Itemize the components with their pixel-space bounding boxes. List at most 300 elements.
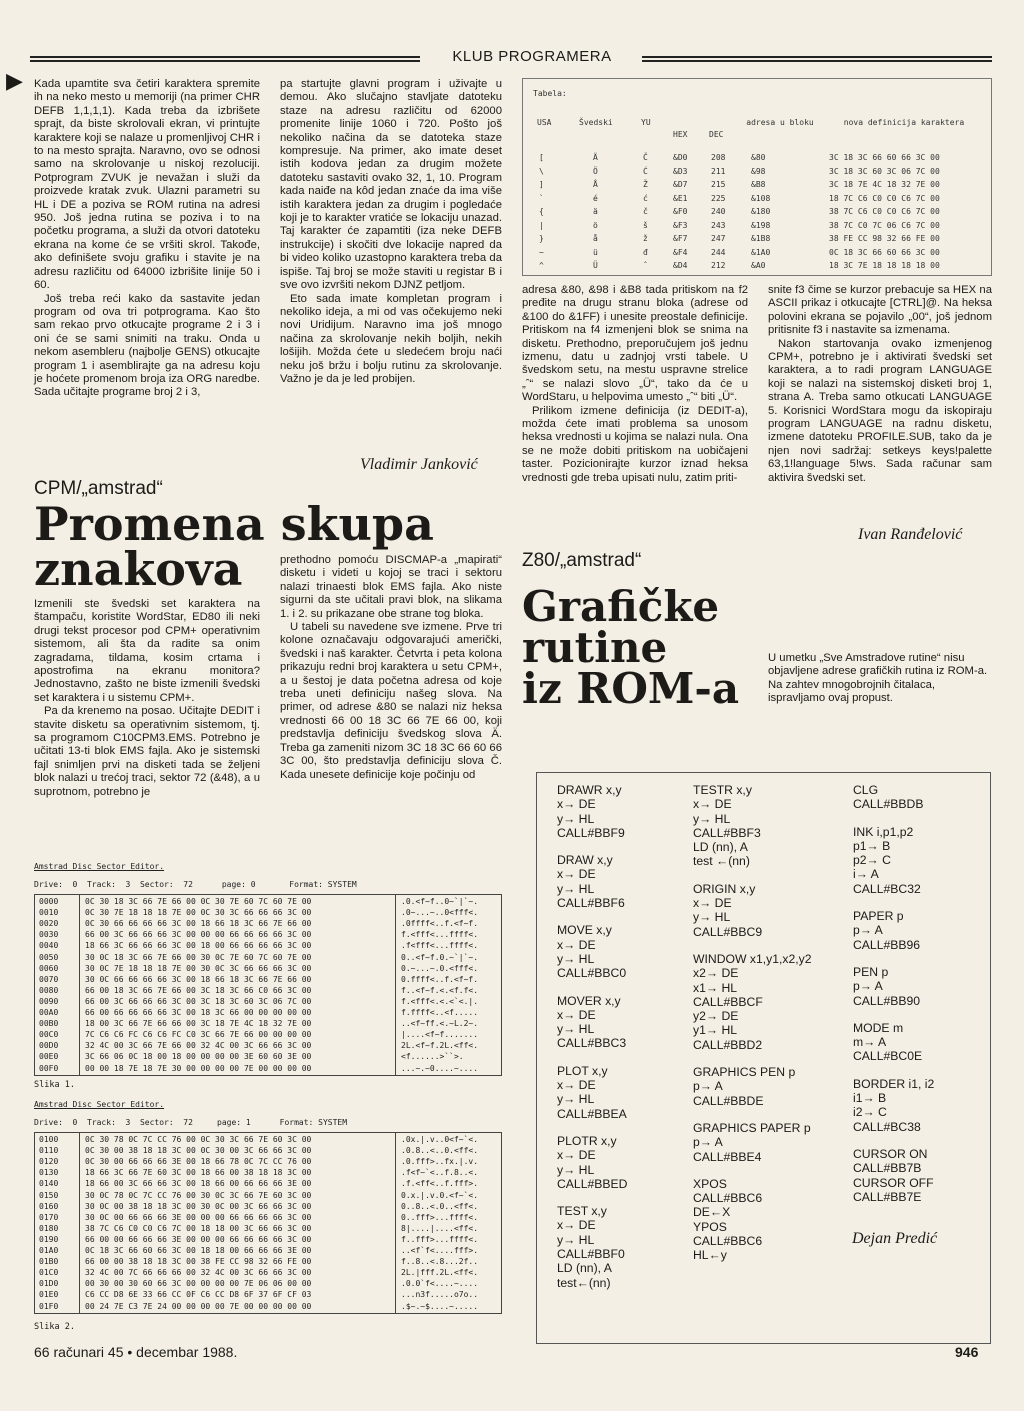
listing-hex: 18 66 3C 66 66 66 3C 00 18 00 66 66 66 66 3C 00 [85, 941, 312, 951]
listing-address: 0000 [39, 897, 59, 906]
figure-caption-1: Slika 1. [34, 1080, 75, 1090]
table-cell: č [643, 207, 648, 216]
table-cell: &F0 [673, 207, 688, 216]
routine-line: DE←X [693, 1205, 731, 1220]
headline-line: rutine [522, 623, 668, 673]
routine-entry [557, 783, 697, 840]
table-cell: 18 7C C6 C0 C0 C6 7C 00 [829, 193, 940, 203]
routine-line: TEST x,y [557, 1204, 607, 1219]
listing-address: 0140 [39, 1179, 59, 1189]
listing-address: 0160 [39, 1201, 59, 1211]
listing-row [35, 1168, 501, 1179]
table-cell: 3C 18 7E 4C 18 32 7E 00 [829, 180, 940, 189]
paragraph: snite f3 čime se kurzor prebacuje sa HEX na ASCII prikaz i otkucajte [CTRL]@. Na heksa polovini ekrana se pojavilo „00“, još jednom pritisnite f3 i nastavite sa izmenama. [768, 284, 992, 337]
listing-hex: 0C 30 00 66 66 66 3E 00 18 66 78 0C 7C CC 76 00 [85, 1157, 312, 1167]
listing-hex: 00 00 18 7E 18 7E 30 00 00 00 00 7E 00 00 00 00 [85, 1063, 312, 1073]
listing-hex: 0C 18 3C 66 60 66 3C 00 18 18 00 66 66 66 3E 00 [85, 1246, 312, 1255]
listing-ascii: f.<fff<.<.<`<.|. [401, 996, 479, 1006]
table-cell: &F7 [673, 234, 688, 243]
article2-column-2 [280, 554, 502, 782]
table-cell: } [539, 234, 544, 243]
listing-hex: 18 66 00 3C 66 66 3C 00 18 66 00 66 66 66 3E 00 [85, 1179, 312, 1189]
table-cell: &F3 [673, 220, 688, 230]
routine-line: test←(nn) [557, 1275, 611, 1290]
listing-row [35, 919, 501, 930]
listing-hex: 3C 66 06 0C 18 00 18 00 00 00 00 3E 60 60 3E 00 [85, 1052, 312, 1062]
figure-caption-2: Slika 2. [34, 1322, 75, 1332]
listing-row [35, 908, 501, 919]
listing-title: Amstrad Disc Sector Editor. [34, 862, 165, 871]
table-cell: 38 FE CC 98 32 66 FE 00 [829, 234, 940, 243]
table-cell: &198 [751, 220, 771, 230]
routine-line: x→ DE [557, 1007, 596, 1022]
routine-line: BORDER i1, i2 [853, 1076, 935, 1091]
table-cell: &1B8 [751, 234, 771, 243]
listing-hex: 30 0C 00 66 66 66 3E 00 00 00 66 66 66 66 3C 00 [85, 1212, 312, 1222]
table-cell: ö [593, 220, 598, 230]
listing-address: 0180 [39, 1223, 59, 1233]
routine-line: p1→ B [853, 838, 891, 853]
sector-editor-listing-1 [34, 862, 502, 1076]
listing-ascii: <f......>``>. [401, 1052, 464, 1062]
table-cell: &108 [751, 193, 771, 203]
listing-hex: 00 30 00 30 60 66 3C 00 00 00 00 7E 06 06 00 00 [85, 1279, 312, 1289]
article2-column-1 [34, 598, 260, 799]
routine-line: x→ DE [557, 1078, 596, 1093]
listing-ascii: |....<f~f....... [401, 1030, 479, 1040]
article2-signature: Ivan Ranđelović [858, 526, 963, 543]
routine-line: y→ HL [557, 881, 595, 896]
routine-line: CALL#BBDE [693, 1093, 764, 1108]
table-cell: ˆ [643, 261, 648, 270]
listing-row [35, 1290, 501, 1301]
listing-hex: 30 0C 78 0C 7C CC 76 00 30 0C 3C 66 7E 60 3C 00 [85, 1190, 312, 1200]
table-row [523, 248, 991, 260]
routine-line: DRAWR x,y [557, 783, 622, 797]
routine-line: x1→ HL [693, 980, 738, 995]
graphics-routines-box [536, 772, 991, 1344]
listing-address: 0040 [39, 941, 59, 951]
routine-line: PLOT x,y [557, 1063, 608, 1078]
table-row [523, 207, 991, 219]
listing-info: Drive: 0 Track: 3 Sector: 72 page: 1 Format: SYSTEM [34, 1118, 348, 1127]
table-cell: 212 [711, 261, 726, 270]
listing-row [35, 1041, 501, 1052]
routine-entry [853, 909, 983, 952]
routine-line: x→ DE [557, 867, 596, 882]
routine-line: CALL#BB7B [853, 1161, 922, 1176]
routine-line: p→ A [853, 923, 883, 938]
listing-row [35, 1135, 501, 1146]
listing-ascii: .0ffff<..f.<f~f. [401, 919, 479, 929]
article3-signature: Dejan Predić [852, 1230, 938, 1247]
listing-hex: 18 66 3C 66 7E 60 3C 00 18 66 00 38 18 18 3C 00 [85, 1168, 312, 1178]
table-cell: š [643, 220, 648, 230]
listing-address: 0020 [39, 919, 59, 929]
routine-line: CALL#BBE4 [693, 1149, 762, 1164]
headline-line: Promena skupa [34, 497, 434, 551]
table-label: Tabela: [533, 89, 567, 98]
table-cell: đ [643, 247, 648, 257]
routine-line: LD (nn), A [693, 840, 748, 855]
listing-row [35, 1235, 501, 1246]
listing-row [35, 1019, 501, 1030]
listing-row [35, 1268, 501, 1279]
listing-row [35, 941, 501, 952]
table-cell: ä [593, 207, 598, 216]
routine-entry [853, 825, 983, 896]
page-number: 946 [955, 1344, 979, 1360]
listing-row [35, 1179, 501, 1190]
listing-title: Amstrad Disc Sector Editor. [34, 1100, 165, 1109]
listing-ascii: .$~.~$....~..... [401, 1301, 479, 1311]
table-row [523, 221, 991, 233]
table-cell: ü [593, 247, 598, 257]
listing-ascii: .f<f~`<..f.8..<. [401, 1168, 479, 1178]
article2-column-4 [768, 284, 992, 485]
routine-entry [853, 1021, 983, 1064]
listing-ascii: .0.<f~f..0~`|`~. [401, 897, 479, 906]
table-cell: &D3 [673, 166, 688, 176]
routine-entry [693, 1065, 843, 1108]
listing-hex: 66 00 3C 66 66 66 3C 00 00 00 66 66 66 66 3C 00 [85, 930, 312, 940]
routine-line: x→ DE [557, 1148, 596, 1163]
routine-entry [693, 783, 843, 869]
table-cell: &F4 [673, 247, 688, 257]
listing-address: 0170 [39, 1212, 59, 1222]
table-cell: { [539, 207, 544, 216]
routine-entry [557, 923, 697, 980]
routine-line: INK i,p1,p2 [853, 824, 914, 839]
routine-line: CALL#BC0E [853, 1049, 923, 1064]
table-cell: &D0 [673, 153, 688, 162]
routine-entry [693, 952, 843, 1052]
listing-hex: 38 7C C6 C0 C0 C6 7C 00 18 18 00 3C 66 66 3C 00 [85, 1223, 312, 1233]
listing-address: 01C0 [39, 1268, 59, 1278]
listing-row [35, 930, 501, 941]
listing-hex: 30 0C 00 38 18 18 3C 00 30 0C 00 3C 66 66 3C 00 [85, 1201, 312, 1211]
table-cell: 0C 18 3C 66 60 66 3C 00 [829, 247, 940, 257]
listing-hex: 30 0C 66 66 66 66 3C 00 18 66 18 3C 66 7E 66 00 [85, 974, 312, 984]
listing-row [35, 1191, 501, 1202]
table-cell: 247 [711, 234, 726, 243]
routine-line: PLOTR x,y [557, 1133, 617, 1148]
listing-address: 0060 [39, 963, 59, 973]
routine-entry [557, 1204, 697, 1290]
listing-address: 0030 [39, 930, 59, 940]
routine-line: m→ A [853, 1035, 887, 1050]
routine-line: test ←(nn) [693, 854, 750, 869]
listing-address: 0100 [39, 1135, 59, 1144]
listing-ascii: .f.<ff<..f.fff>. [401, 1179, 479, 1189]
listing-address: 00E0 [39, 1052, 59, 1062]
listing-hex: 66 00 00 38 18 18 3C 00 38 FE CC 98 32 66 FE 00 [85, 1257, 312, 1267]
table-row [523, 167, 991, 179]
listing-address: 0110 [39, 1146, 59, 1156]
listing-address: 0070 [39, 974, 59, 984]
routine-line: y→ HL [557, 1092, 595, 1107]
listing-hex: 18 00 3C 66 7E 66 66 00 3C 18 7E 4C 18 32 7E 00 [85, 1019, 312, 1029]
listing-box [34, 894, 502, 1076]
routine-entry [853, 965, 983, 1008]
table-cell: Ö [593, 166, 598, 176]
listing-row [35, 1224, 501, 1235]
routine-line: PEN p [853, 964, 889, 979]
listing-hex: 66 00 66 66 66 66 3C 00 18 3C 66 00 00 00 00 00 [85, 1008, 312, 1017]
headline-line: Grafičke [522, 582, 720, 631]
listing-info: Drive: 0 Track: 3 Sector: 72 page: 0 Format: SYSTEM [34, 880, 357, 889]
paragraph: Kada upamtite sva četiri karaktera spremite ih na neko mesto u memoriji (na primer CHR DEFB 1,1,1,1). Kada treba da izbrišete sprajt, da biste skrolovali ekran, vi printujte karaktere koji se nalaze u promenljivoj CHR i to na mesto sprajta. Naravno, ovo se odnosi samo na skrolovanje u niskoj rezoluciji. Potprogram ZVUK je nevažan i služi da proizvede kratak zvuk. Ulazni parametri su HL i DE a poziva se ROM rutina na adresi 950. Još jedna rutina se poziva i to na početku programa, a služi da otvori datoteku ekrana na kome će se vršiti skrol. Takođe, ako definišete svoju grafiku i stavite je na adresu različitu od 64000 izbrišite linije 50 i 60. [34, 78, 260, 292]
table-cell: ž [643, 234, 648, 243]
routine-line: CALL#BBF0 [557, 1247, 625, 1262]
listing-ascii: ..<f`f<....fff>. [401, 1246, 479, 1255]
paragraph: adresa &80, &98 i &B8 tada pritiskom na f2 pređite na drugu stranu bloka (adrese od &100 do &1FF) i unesite preostale definicije. Pritiskom na f4 izmenjeni blok se snima na disketu. Prethodno, preporučujem još jednu izmenu, datu u zadnjoj vrsti tabele. U švedskom setu, na mestu uspravne strelice „ˆ“ se nalazi slovo „Ü“, tako da će u WordStaru, u helpovima umesto „ˆ“ biti „Ü“. [522, 284, 748, 404]
article3-headline [522, 582, 740, 714]
sector-editor-listing-2 [34, 1100, 502, 1314]
table-row [523, 153, 991, 165]
table-cell: é [593, 193, 598, 203]
table-header-dec: DEC [709, 130, 724, 139]
table-cell: 3C 18 3C 60 3C 06 7C 00 [829, 166, 940, 176]
routine-line: MODE m [853, 1020, 904, 1035]
listing-row [35, 1064, 501, 1075]
table-cell: &A0 [751, 261, 766, 270]
routine-line: CALL#BBED [557, 1176, 628, 1191]
table-cell: Ä [593, 153, 598, 162]
routine-line: MOVE x,y [557, 923, 612, 938]
table-cell: å [593, 234, 598, 243]
table-cell: 38 7C C0 7C 06 C6 7C 00 [829, 220, 940, 230]
routines-column-2 [693, 783, 843, 1276]
routine-line: y2→ DE [693, 1009, 739, 1024]
listing-ascii: .f<fff<...ffff<. [401, 941, 479, 951]
table-cell: 240 [711, 207, 726, 216]
paragraph: Pa da krenemo na posao. Učitajte DEDIT i stavite disketu sa operativnim sistemom, tj. sa programom C10CPM3.EMS. Potrebno je učitati 13-ti blok EMS fajla. Ako je sistemski fajl snimljen prvi na disketi tada se željeni blok nalazi u trećoj traci, sektor 72 (&48), a u suprotnom, potrebno je [34, 705, 260, 798]
table-cell: &B8 [751, 180, 766, 189]
listing-row [35, 1146, 501, 1157]
listing-hex: 66 00 3C 66 66 66 3C 00 3C 18 3C 60 3C 06 7C 00 [85, 996, 312, 1006]
article3-section-label: Z80/„amstrad“ [522, 550, 642, 571]
table-cell: &1A0 [751, 247, 771, 257]
listing-row [35, 953, 501, 964]
routine-line: CALL#BB96 [853, 937, 921, 952]
listing-row [35, 897, 501, 908]
listing-address: 00B0 [39, 1019, 59, 1029]
table-cell: [ [539, 153, 544, 162]
table-cell: 211 [711, 166, 726, 176]
routine-line: DRAW x,y [557, 853, 613, 868]
paragraph: Nakon startovanja ovako izmenjenog CPM+, potrebno je i aktivirati švedski set karaktera, a to radi program LANGUAGE koji se nalazi na sistemskoj disketi broj 1, strana A. Treba samo otkucati LANGUAGE 5. Korisnici WordStara mogu da iskopiraju program LANGUAGE na radnu disketu, izmene datoteku PROFILE.SUB, tako da je njen novi sadržaj: setkeys keys!palette 63,1!language 5!ws. Sada računar sam aktivira švedski set. [768, 337, 992, 484]
listing-row [35, 1008, 501, 1019]
routine-entry [693, 1121, 843, 1164]
paragraph: prethodno pomoću DISCMAP-a „mapirati“ disketu i videti u kojoj se traci i sektoru nalazi trinaesti blok EMS fajla. Ako niste sigurni da ste učitali pravi blok, na slikama 1. i 2. su prikazane obe strane tog bloka. [280, 554, 502, 620]
routine-line: i2→ C [853, 1105, 887, 1120]
listing-ascii: 0..<f~f.0.~`|`~. [401, 952, 479, 962]
listing-ascii: ...~.~0....~.... [401, 1063, 479, 1073]
routine-entry [853, 783, 983, 812]
routine-entry [557, 1064, 697, 1121]
routine-line: CALL#BBC9 [693, 924, 763, 939]
routine-line: TESTR x,y [693, 783, 752, 797]
listing-address: 01F0 [39, 1301, 59, 1311]
routine-line: CURSOR ON [853, 1146, 928, 1161]
listing-address: 01D0 [39, 1279, 59, 1289]
listing-address: 0150 [39, 1190, 59, 1200]
table-cell: Č [643, 153, 648, 162]
routine-line: PAPER p [853, 909, 904, 924]
listing-ascii: .0.fff>..fx.|.v. [401, 1157, 479, 1167]
article1-signature: Vladimir Janković [360, 456, 478, 473]
routine-line: CALL#BBC3 [557, 1036, 627, 1051]
listing-hex: 66 00 00 66 66 66 3E 00 00 00 66 66 66 66 3C 00 [85, 1234, 312, 1244]
routine-entry [693, 882, 843, 939]
listing-ascii: 2L.<f~f.2L.<ff<. [401, 1041, 479, 1051]
routine-line: CALL#BC38 [853, 1119, 921, 1134]
table-cell: &80 [751, 153, 766, 162]
paragraph: Prilikom izmene definicija (iz DEDIT-a), možda ćete imati problema sa unosom heksa vrednosti u kojima se nalazi nula. Ona se ne može dobiti pritiskom na uobičajeni taster. Pozicionirajte kurzor iznad heksa vrednosti gde treba upisati nulu, zatim priti- [522, 404, 748, 484]
listing-row [35, 1302, 501, 1313]
listing-ascii: .0.8..<..0.<ff<. [401, 1146, 479, 1156]
listing-address: 00A0 [39, 1008, 59, 1017]
routine-entry [557, 1134, 697, 1191]
table-cell: ~ [539, 247, 544, 257]
table-cell: ć [643, 193, 648, 203]
listing-ascii: ...n3f.....o7o.. [401, 1290, 479, 1300]
routine-line: CALL#BBC6 [693, 1234, 763, 1249]
listing-address: 00D0 [39, 1041, 59, 1051]
table-cell: Å [593, 180, 598, 189]
routine-line: LD (nn), A [557, 1261, 612, 1276]
listing-ascii: f..<f~f.<.<f.f<. [401, 985, 479, 995]
routine-line: GRAPHICS PEN p [693, 1065, 796, 1080]
listing-address: 01B0 [39, 1257, 59, 1267]
routine-line: CALL#BBEA [557, 1106, 627, 1121]
listing-row [35, 975, 501, 986]
routine-line: p→ A [693, 1079, 723, 1094]
table-cell: &D4 [673, 261, 688, 270]
table-header-hex: HEX [673, 130, 688, 139]
routine-line: p2→ C [853, 853, 891, 868]
listing-ascii: f..8..<.8...2f.. [401, 1257, 479, 1267]
listing-hex: 0C 30 66 66 66 66 3C 00 18 66 18 3C 66 7E 66 00 [85, 919, 312, 929]
routine-line: y1→ HL [693, 1023, 738, 1038]
table-cell: &180 [751, 207, 771, 216]
routine-entry [557, 994, 697, 1051]
headline-line: znakova [34, 542, 243, 597]
routine-line: y→ HL [557, 1232, 595, 1247]
routine-line: x→ DE [693, 896, 732, 911]
listing-address: 0010 [39, 908, 59, 918]
table-cell: \ [539, 166, 544, 176]
table-cell: 243 [711, 220, 726, 230]
routine-line: i→ A [853, 867, 879, 882]
section-header [30, 48, 992, 68]
table-cell: ^ [539, 261, 544, 270]
listing-hex: 32 4C 00 7C 66 66 66 00 32 4C 00 3C 66 66 3C 00 [85, 1268, 312, 1278]
routine-line: i1→ B [853, 1091, 887, 1106]
routine-line: CURSOR OFF [853, 1175, 934, 1190]
routine-entry [853, 1147, 983, 1204]
section-title: KLUB PROGRAMERA [452, 48, 612, 65]
table-cell: 3C 18 3C 66 60 66 3C 00 [829, 153, 940, 162]
routine-line: y→ HL [693, 811, 731, 826]
routine-line: y→ HL [557, 951, 595, 966]
listing-row [35, 1030, 501, 1041]
page-footer-issue: 66 računari 45 • decembar 1988. [34, 1344, 238, 1360]
listing-ascii: 0..8..<.0..<ff<. [401, 1201, 479, 1211]
listing-address: 0190 [39, 1234, 59, 1244]
routine-line: CALL#BBC0 [557, 966, 627, 981]
table-cell: 18 3C 7E 18 18 18 18 00 [829, 261, 940, 270]
paragraph: pa startujte glavni program i uživajte u demou. Ako slučajno stavljate datoteku staze na adresu različitu od 62000 promenite linije 1060 i 720. Pošto još nekoliko načina da se datoteka staze kompresuje. Na primer, ako imate deset istih kodova jedan za drugim možete datoteku sastaviti ovako 32, 1, 10. Program kada naiđe na kôd jedan znaće da ima više istih karaktera jedan za drugim i pogledaće koji je to karakter vratiće se lokaciju unazad. Taj karakter će zapamtiti (iza neke DEFB instrukcije) i skočiti dve lokacije napred da bi video koliko uzastopno karaktera treba da ispiše. Taj broj se može staviti u registar B i sve ovo izvršiti nekom DJNZ petljom. [280, 78, 502, 292]
listing-ascii: ..<f~ff.<.~L.2~. [401, 1019, 479, 1029]
listing-hex: 00 24 7E C3 7E 24 00 00 00 00 7E 00 00 00 00 00 [85, 1301, 312, 1311]
table-row [523, 261, 991, 273]
routine-line: CALL#BB90 [853, 993, 921, 1008]
routine-line: CALL#BBF9 [557, 825, 625, 840]
routines-column-3 [853, 783, 983, 1217]
listing-row [35, 1257, 501, 1268]
header-rule-left [30, 56, 420, 62]
routines-column-1 [557, 783, 697, 1303]
table-cell: &D7 [673, 180, 688, 189]
listing-ascii: .0x.|.v..0<f~`<. [401, 1135, 479, 1144]
table-header-definition: nova definicija karaktera [843, 118, 965, 127]
table-row [523, 234, 991, 246]
headline-line: iz ROM-a [522, 664, 740, 714]
listing-hex: C6 CC D8 6E 33 66 CC 0F C6 CC D8 6F 37 6F CF 03 [85, 1290, 312, 1300]
routine-line: y→ HL [557, 1022, 595, 1037]
routine-line: HL←y [693, 1248, 727, 1263]
character-table [522, 78, 992, 276]
listing-row [35, 986, 501, 997]
listing-address: 0120 [39, 1157, 59, 1167]
routine-line: CALL#BC32 [853, 881, 921, 896]
listing-hex: 30 0C 18 3C 66 7E 66 00 30 0C 7E 60 7C 60 7E 00 [85, 952, 312, 962]
page-marker-icon: ▶ [6, 68, 23, 93]
routine-line: MOVER x,y [557, 993, 621, 1008]
listing-address: 0130 [39, 1168, 59, 1178]
routine-line: CALL#BBF6 [557, 896, 625, 911]
routine-line: x→ DE [693, 797, 732, 812]
routine-line: y→ HL [557, 811, 595, 826]
table-header-usa: USA [537, 118, 552, 127]
listing-box [34, 1132, 502, 1314]
table-cell: 215 [711, 180, 726, 189]
table-cell: Ć [643, 166, 648, 176]
routine-line: CLG [853, 783, 879, 797]
listing-ascii: 0.x.|.v.0.<f~`<. [401, 1190, 479, 1200]
routine-line: WINDOW x1,y1,x2,y2 [693, 951, 812, 966]
listing-address: 0050 [39, 952, 59, 962]
listing-hex: 30 0C 7E 18 18 18 7E 00 30 0C 3C 66 66 66 3C 00 [85, 963, 312, 973]
listing-hex: 0C 30 78 0C 7C CC 76 00 0C 30 3C 66 7E 60 3C 00 [85, 1135, 312, 1144]
table-cell: Ü [593, 261, 598, 270]
table-cell: ] [539, 180, 544, 189]
listing-hex: 66 00 18 3C 66 7E 66 00 3C 18 3C 66 C0 66 3C 00 [85, 985, 312, 995]
table-cell: 208 [711, 153, 726, 162]
listing-ascii: 0.~...~.0.<fff<. [401, 963, 479, 973]
routine-line: y→ HL [557, 1162, 595, 1177]
routine-line: CALL#BBD2 [693, 1037, 763, 1052]
routine-entry [693, 1177, 843, 1263]
routine-line: p→ A [693, 1135, 723, 1150]
routine-line: x→ DE [557, 797, 596, 812]
listing-ascii: f.<fff<...ffff<. [401, 930, 479, 940]
listing-row [35, 1246, 501, 1257]
routine-line: YPOS [693, 1219, 727, 1234]
listing-address: 01A0 [39, 1246, 59, 1255]
